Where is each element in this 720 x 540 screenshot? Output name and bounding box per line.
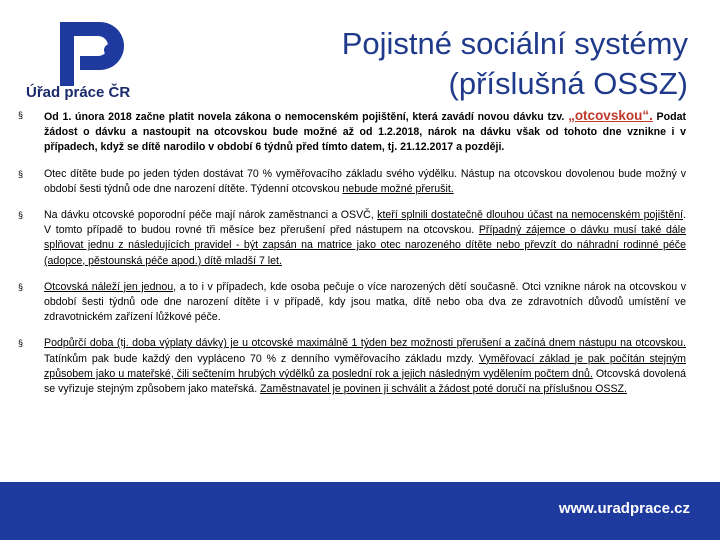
item-underlined-text: Otcovská náleží jen jednou bbox=[44, 280, 174, 293]
item-text: . V tomto případě to budou rovné tři měsíce bez přerušení před nástupem na otcovskou. bbox=[44, 209, 687, 237]
item-text: Otec dítěte bude po jeden týden dostávat 70 % vyměřovacího základu svého výdělku. Nástup na otcovskou dovolenou bude možný v období šesti týdnů ode dne narození dítěte. Týdenní otcovskou bbox=[44, 167, 686, 195]
list-item bbox=[18, 336, 686, 397]
item-text: Podat žádost o dávku a nastoupit na otcovskou bude možné až od 1.2.2018, nárok na dávku však od tohoto dne vznikne i v případech, když se dítě narodilo v období 6 týdnů před tímto datem, tj. 21.12.2017 a později. bbox=[44, 111, 686, 154]
item-underlined-text: Případný zájemce o dávku musí také dále splňovat jednu z následujících pravidel - být zapsán na matrice jako otec narozeného dítěte nebo převzít do náhradní rodinné péče (adopce, pěstounská péče apod.) dítě mladší 7 let. bbox=[44, 224, 686, 267]
bullet-icon: § bbox=[18, 110, 24, 120]
item-text: Na dávku otcovské poporodní péče mají nárok zaměstnanci a OSVČ, bbox=[44, 209, 378, 222]
item-underlined-text: Podpůrčí doba (tj. doba výplaty dávky) je u otcovské maximálně 1 týden bez možnosti přerušení a začíná dnem nástupu na otcovskou. bbox=[44, 337, 686, 350]
item-text: , a to i v případech, kde osoba pečuje o více narozených dětí současně. Otci vznikne nárok na otcovskou v období šesti týdnů ode dne narození dítěte i v případě, kdy jsou matka, dítě nebo oba dva ze zdravotních důvodů umístění ve zdravotnickém zařízení lůžkové péče. bbox=[44, 280, 686, 324]
bullet-icon: § bbox=[18, 338, 24, 349]
title-line-2: (příslušná OSSZ) bbox=[448, 66, 688, 101]
list-item bbox=[18, 208, 686, 269]
page-title bbox=[342, 24, 688, 104]
list-item bbox=[18, 280, 686, 326]
item-underlined-text: kteří splnili dostatečně dlouhou účast na nemocenském pojištění bbox=[377, 209, 684, 222]
item-underlined-text: Vyměřovací základ je pak počítán stejným způsobem jako u mateřské, čili sečtením hrubých výdělků za poslední rok a jejich následným vydělením počtem dnů. bbox=[44, 352, 686, 380]
footer-url-link[interactable]: www.uradprace.cz bbox=[558, 500, 690, 517]
item-text: Od 1. února 2018 začne platit novela zákona o nemocenském pojištění, která zavádí novou dávku tzv. bbox=[44, 111, 565, 123]
list-item bbox=[18, 108, 686, 156]
item-highlight: „otcovskou“. bbox=[568, 108, 653, 123]
item-underlined-text: nebude možné přerušit. bbox=[342, 182, 454, 195]
bullet-icon: § bbox=[18, 281, 24, 292]
item-text: Otcovská dovolená se vyřizuje stejným způsobem jako mateřská. bbox=[44, 367, 686, 396]
footer-bar bbox=[0, 482, 720, 540]
bullet-icon: § bbox=[18, 210, 24, 221]
title-line-1: Pojistné sociální systémy bbox=[341, 26, 688, 61]
bullet-list bbox=[18, 108, 686, 397]
item-text: Tatínkům pak bude každý den vypláceno 70 % z denního vyměřovacího základu mzdy. bbox=[44, 352, 479, 365]
logo-label: Úřad práce ČR bbox=[26, 84, 131, 101]
list-item bbox=[18, 167, 686, 197]
item-underlined-text: Zaměstnavatel je povinen ji schválit a žádost poté doručí na příslušnou OSSZ. bbox=[260, 383, 627, 396]
bullet-icon: § bbox=[18, 168, 24, 179]
